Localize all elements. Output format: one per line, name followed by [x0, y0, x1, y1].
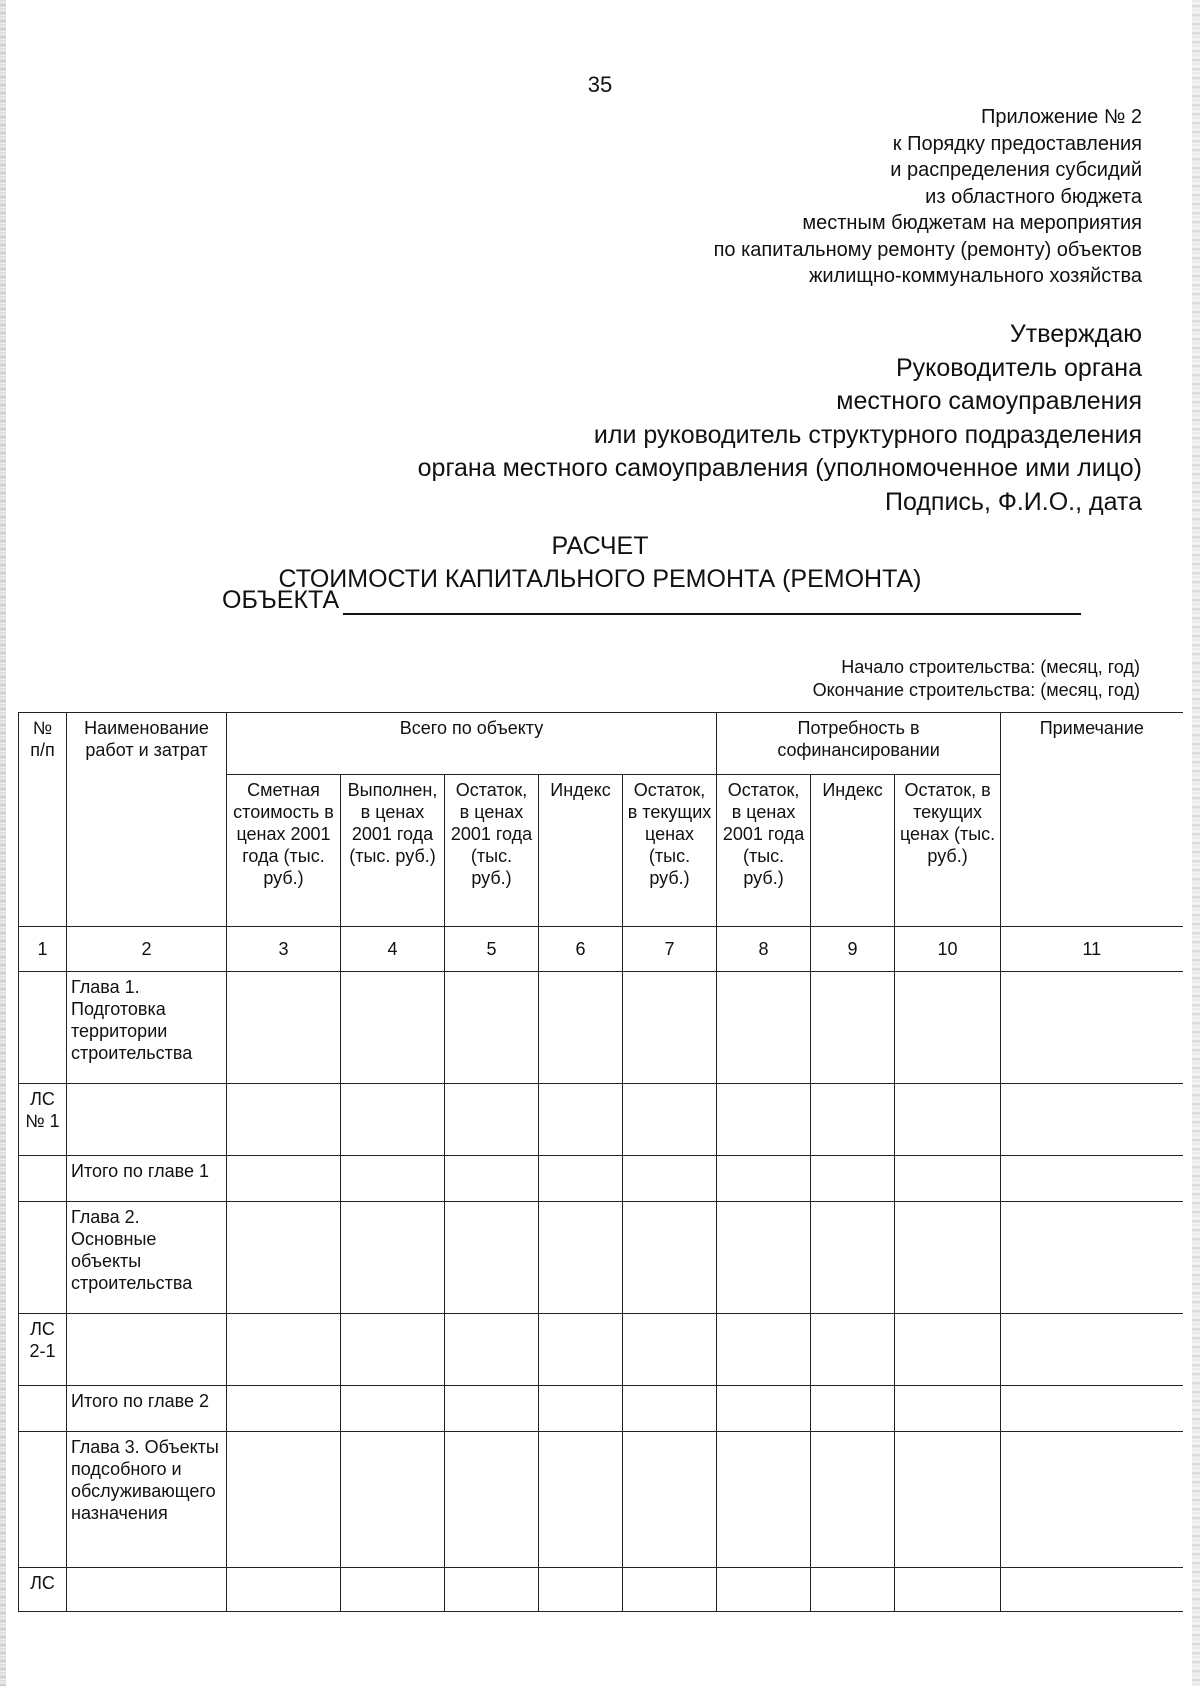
page-number: 35 [587, 72, 613, 97]
table-row [19, 1568, 1183, 1612]
cell[interactable] [811, 1568, 895, 1612]
cell[interactable] [227, 972, 341, 1084]
cell[interactable] [623, 972, 717, 1084]
cell[interactable] [811, 1156, 895, 1202]
cell[interactable] [539, 972, 623, 1084]
cell[interactable] [895, 1202, 1001, 1314]
cell[interactable] [341, 1156, 445, 1202]
cell[interactable] [341, 1386, 445, 1432]
cell[interactable] [341, 1314, 445, 1386]
column-number: 3 [227, 927, 341, 972]
cell[interactable] [227, 1314, 341, 1386]
approval-line: органа местного самоуправления (уполномоченное ими лицо) [417, 454, 1142, 482]
header-col-name: Наименование работ и затрат [67, 713, 227, 927]
object-blank-line [343, 587, 1081, 615]
header-col-note: Примечание [1001, 713, 1183, 927]
appendix-line: жилищно-коммунального хозяйства [809, 265, 1142, 287]
table-row [19, 1202, 1183, 1314]
cell[interactable] [539, 1568, 623, 1612]
table-row [19, 1156, 1183, 1202]
object-label: ОБЪЕКТА [222, 586, 340, 614]
row-num [19, 1386, 67, 1432]
cell[interactable] [811, 1202, 895, 1314]
cell[interactable] [1001, 1314, 1183, 1386]
cell[interactable] [341, 1568, 445, 1612]
row-num: ЛС № 1 [19, 1084, 67, 1156]
cell[interactable] [341, 1432, 445, 1568]
cell[interactable] [445, 1432, 539, 1568]
cell[interactable] [623, 1386, 717, 1432]
cell[interactable] [1001, 972, 1183, 1084]
header-remainder-2001: Остаток, в ценах 2001 года (тыс. руб.) [445, 775, 539, 927]
approval-block [242, 318, 1142, 519]
approval-line: Руководитель органа [896, 353, 1142, 382]
appendix-block [442, 104, 1142, 290]
appendix-line: Приложение № 2 [981, 106, 1142, 128]
scan-edge-right [1192, 0, 1200, 1686]
cell[interactable] [227, 1156, 341, 1202]
row-name [67, 1084, 227, 1156]
column-number: 7 [623, 927, 717, 972]
cell[interactable] [539, 1386, 623, 1432]
cell[interactable] [341, 972, 445, 1084]
row-name: Глава 1. Подготовка территории строительства [67, 972, 227, 1084]
column-number: 9 [811, 927, 895, 972]
header-remainder-current: Остаток, в текущих ценах (тыс. руб.) [623, 775, 717, 927]
table-row [19, 1314, 1183, 1386]
cell[interactable] [445, 972, 539, 1084]
appendix-line: местным бюджетам на мероприятия [802, 212, 1142, 234]
cell[interactable] [895, 1432, 1001, 1568]
column-number: 5 [445, 927, 539, 972]
column-number: 2 [67, 927, 227, 972]
cell[interactable] [539, 1314, 623, 1386]
cell[interactable] [895, 972, 1001, 1084]
header-group-total: Всего по объекту [227, 713, 717, 775]
cell[interactable] [445, 1156, 539, 1202]
cell[interactable] [895, 1568, 1001, 1612]
cell[interactable] [623, 1202, 717, 1314]
cell[interactable] [341, 1202, 445, 1314]
approval-line: Утверждаю [1009, 320, 1142, 348]
column-number: 4 [341, 927, 445, 972]
cell[interactable] [717, 1156, 811, 1202]
cell[interactable] [717, 1202, 811, 1314]
cell[interactable] [341, 1084, 445, 1156]
cell[interactable] [717, 1084, 811, 1156]
cell[interactable] [445, 1568, 539, 1612]
cell[interactable] [811, 1432, 895, 1568]
appendix-line: к Порядку предоставления [892, 132, 1142, 155]
header-cofin-remainder-2001: Остаток, в ценах 2001 года (тыс. руб.) [717, 775, 811, 927]
header-group-cofinancing: Потребность в софинансировании [717, 713, 1001, 775]
cell[interactable] [717, 1568, 811, 1612]
cell[interactable] [717, 1314, 811, 1386]
cell[interactable] [445, 1084, 539, 1156]
cell[interactable] [227, 1202, 341, 1314]
column-number: 8 [717, 927, 811, 972]
cell[interactable] [227, 1568, 341, 1612]
cell[interactable] [623, 1432, 717, 1568]
cell[interactable] [539, 1156, 623, 1202]
appendix-line: из областного бюджета [925, 185, 1142, 208]
cell[interactable] [623, 1568, 717, 1612]
table-header-row [19, 713, 1183, 775]
cell[interactable] [895, 1156, 1001, 1202]
cell[interactable] [811, 1314, 895, 1386]
cell[interactable] [445, 1314, 539, 1386]
row-name: Итого по главе 2 [67, 1386, 227, 1432]
row-name: Глава 3. Объекты подсобного и обслуживающего назначения [67, 1432, 227, 1568]
header-completed: Выполнен, в ценах 2001 года (тыс. руб.) [341, 775, 445, 927]
cell[interactable] [227, 1432, 341, 1568]
row-name: Итого по главе 1 [67, 1156, 227, 1202]
row-name [67, 1568, 227, 1612]
row-num [19, 972, 67, 1084]
title-line-2: СТОИМОСТИ КАПИТАЛЬНОГО РЕМОНТА (РЕМОНТА) [278, 565, 922, 593]
table-row [19, 1386, 1183, 1432]
cell[interactable] [1001, 1568, 1183, 1612]
cell[interactable] [895, 1386, 1001, 1432]
cell[interactable] [895, 1314, 1001, 1386]
start-date-label: Начало строительства: (месяц, год) [841, 657, 1140, 677]
object-field [222, 586, 1081, 615]
cell[interactable] [1001, 1156, 1183, 1202]
cell[interactable] [1001, 1084, 1183, 1156]
table-row [19, 972, 1183, 1084]
cell[interactable] [717, 972, 811, 1084]
cell[interactable] [445, 1202, 539, 1314]
header-col-num: № п/п [19, 713, 67, 927]
column-number: 11 [1001, 927, 1183, 972]
header-cofin-index: Индекс [811, 775, 895, 927]
approval-line: или руководитель структурного подразделения [593, 420, 1142, 449]
cell[interactable] [811, 972, 895, 1084]
row-num [19, 1202, 67, 1314]
approval-line: местного самоуправления [836, 387, 1142, 415]
cell[interactable] [623, 1084, 717, 1156]
column-number: 6 [539, 927, 623, 972]
cell[interactable] [811, 1386, 895, 1432]
table-row [19, 1432, 1183, 1568]
cell[interactable] [717, 1432, 811, 1568]
row-num [19, 1156, 67, 1202]
cell[interactable] [227, 1084, 341, 1156]
header-index: Индекс [539, 775, 623, 927]
column-number-row [19, 927, 1183, 972]
cell[interactable] [539, 1432, 623, 1568]
column-number: 10 [895, 927, 1001, 972]
cell[interactable] [895, 1084, 1001, 1156]
cell[interactable] [1001, 1202, 1183, 1314]
row-name [67, 1314, 227, 1386]
header-cofin-remainder-current: Остаток, в текущих ценах (тыс. руб.) [895, 775, 1001, 927]
scan-edge-left [0, 0, 6, 1686]
row-num: ЛС [19, 1568, 67, 1612]
cost-calculation-table [18, 712, 1183, 1612]
cell[interactable] [539, 1084, 623, 1156]
table-row [19, 1084, 1183, 1156]
cell[interactable] [445, 1386, 539, 1432]
row-name: Глава 2. Основные объекты строительства [67, 1202, 227, 1314]
end-date-label: Окончание строительства: (месяц, год) [812, 680, 1140, 700]
appendix-line: и распределения субсидий [890, 159, 1142, 181]
cell[interactable] [1001, 1386, 1183, 1432]
cell[interactable] [623, 1314, 717, 1386]
cell[interactable] [539, 1202, 623, 1314]
row-num: ЛС 2-1 [19, 1314, 67, 1386]
appendix-line: по капитальному ремонту (ремонту) объектов [713, 238, 1142, 261]
title-line-1: РАСЧЕТ [551, 532, 649, 560]
cell[interactable] [1001, 1432, 1183, 1568]
construction-dates [640, 656, 1140, 702]
cell[interactable] [227, 1386, 341, 1432]
cell[interactable] [811, 1084, 895, 1156]
cell[interactable] [623, 1156, 717, 1202]
column-number: 1 [19, 927, 67, 972]
cell[interactable] [717, 1386, 811, 1432]
header-estimated-cost: Сметная стоимость в ценах 2001 года (тыс. руб.) [227, 775, 341, 927]
row-num [19, 1432, 67, 1568]
approval-line: Подпись, Ф.И.О., дата [885, 487, 1142, 516]
